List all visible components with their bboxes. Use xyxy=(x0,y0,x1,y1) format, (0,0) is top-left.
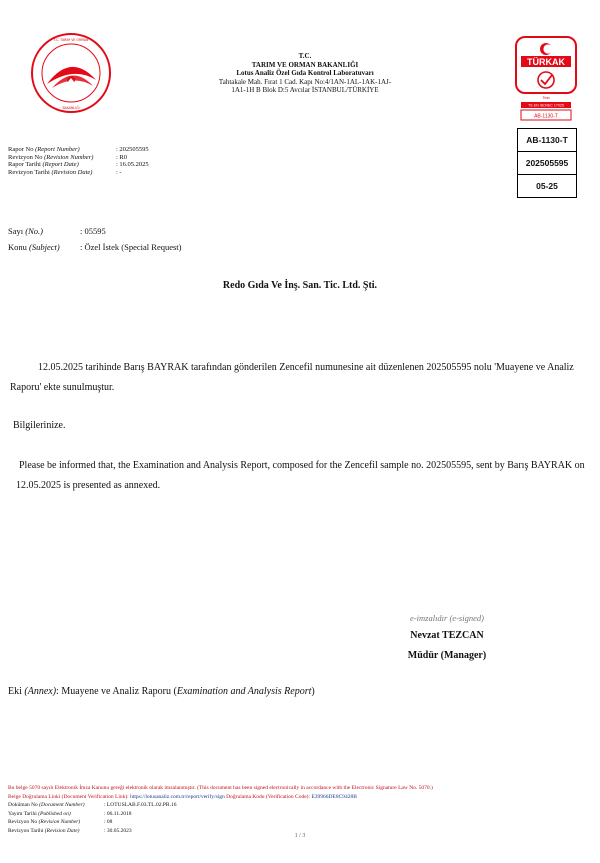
meta-row-revision-number: Revizyon No (Revision Number) : R0 xyxy=(8,153,128,161)
lab-name: Lotus Analiz Özel Gıda Kontrol Laboratuvarı xyxy=(236,69,374,77)
footer-row-published-on: Yayım Tarihi (Published on) : 06.11.2018 xyxy=(8,810,132,817)
meta-row-revision-date: Revizyon Tarihi (Revision Date) : - xyxy=(8,168,122,176)
turkak-accreditation-logo xyxy=(515,36,577,122)
esigned-note: e-imzalıdır (e-signed) xyxy=(410,613,484,623)
document-footer xyxy=(8,784,598,836)
signatory-name: Nevzat TEZCAN xyxy=(410,630,484,641)
tc-label: T.C. xyxy=(298,52,312,60)
report-metadata xyxy=(8,146,149,176)
footer-row-revision-number: Revizyon No (Revision Number) : 08 xyxy=(8,819,113,826)
report-code-box xyxy=(517,128,577,198)
recipient-company: Redo Gıda Ve İnş. San. Tic. Ltd. Şti. xyxy=(222,280,378,291)
body-paragraph-tr: 12.05.2025 tarihinde Barış BAYRAK tarafından gönderilen Zencefil numunesine ait düzenlenen 202505595 nolu 'Muayene ve Analiz Raporu' ekte sunulmuştur. xyxy=(10,362,574,393)
verification-link[interactable]: https://lotusanaliz.com.tr/report/verify/sign xyxy=(130,793,225,800)
footer-row-revision-date: Revizyon Tarihi (Revision Date) : 30.05.2023 xyxy=(8,827,132,834)
report-period-code: 05-25 xyxy=(536,181,558,191)
svg-text:· BAKANLIĞI ·: · BAKANLIĞI · xyxy=(60,106,82,110)
turkak-test: Test xyxy=(542,95,550,100)
verification-line: Belge Doğrulama Linki (Document Verification Link): https://lotusanaliz.com.tr/report/verify/sign Doğrulama Kodu (Verification Code): E39966DE8C9428B xyxy=(8,793,357,800)
lab-address-line-2: 1A1-1H B Blok D:5 Avcılar İSTANBUL/TÜRKİYE xyxy=(231,86,379,94)
esignature-law-note: Bu belge 5070 sayılı Elektronik İmza Kanunu gereği elektronik olarak imzalanmıştır. (This document has been signed electronically in accordance with the Electronic Signature Law No. 5070.) xyxy=(8,785,433,791)
signatory-title: Müdür (Manager) xyxy=(407,650,487,661)
report-number-code: 202505595 xyxy=(518,152,576,175)
body-paragraph-en: Please be informed that, the Examination and Analysis Report, composed for the Zencefil sample no. 202505595, sent by Barış BAYRAK on 12.05.2025 is presented as annexed. xyxy=(16,460,585,491)
lab-address-line-1: Tahtakale Mah. Fırat 1 Cad. Kapı No:4/1AN-1AL-1AK-1AJ- xyxy=(218,77,392,86)
meta-row-report-date: Rapor Tarihi (Report Date) : 16.05.2025 xyxy=(8,161,149,168)
page-number: 1 / 3 xyxy=(294,833,306,839)
sayi-row: Sayı (No.) : 05595 xyxy=(8,226,106,236)
signature-block xyxy=(380,611,514,665)
lab-header xyxy=(180,52,430,95)
accreditation-code: AB-1130-T xyxy=(518,129,576,152)
letter-subject-block xyxy=(8,223,182,255)
ministry-name: TARIM VE ORMAN BAKANLIĞI xyxy=(251,60,359,69)
turkak-brand: TÜRKAK xyxy=(527,57,565,67)
svg-text:· T.C. TARIM VE ORMAN ·: · T.C. TARIM VE ORMAN · xyxy=(51,38,91,42)
footer-row-document-number: Doküman No (Document Number) : LOTUSLAB.F.03.TL.02.PR.16 xyxy=(8,802,177,809)
konu-row: Konu (Subject) : Özel İstek (Special Request) xyxy=(8,242,182,252)
turkak-code: AB-1130-T xyxy=(534,113,558,120)
turkak-standard: TS EN ISO/IEC 17025 xyxy=(528,103,564,108)
ministry-logo xyxy=(30,32,112,114)
meta-row-report-number: Rapor No (Report Number) : 202505595 xyxy=(8,146,149,153)
annex-line: Eki (Annex): Muayene ve Analiz Raporu (Examination and Analysis Report) xyxy=(8,686,315,697)
verification-code: E39966DE8C9428B xyxy=(311,793,357,800)
body-greeting: Bilgilerinize. xyxy=(13,420,66,431)
